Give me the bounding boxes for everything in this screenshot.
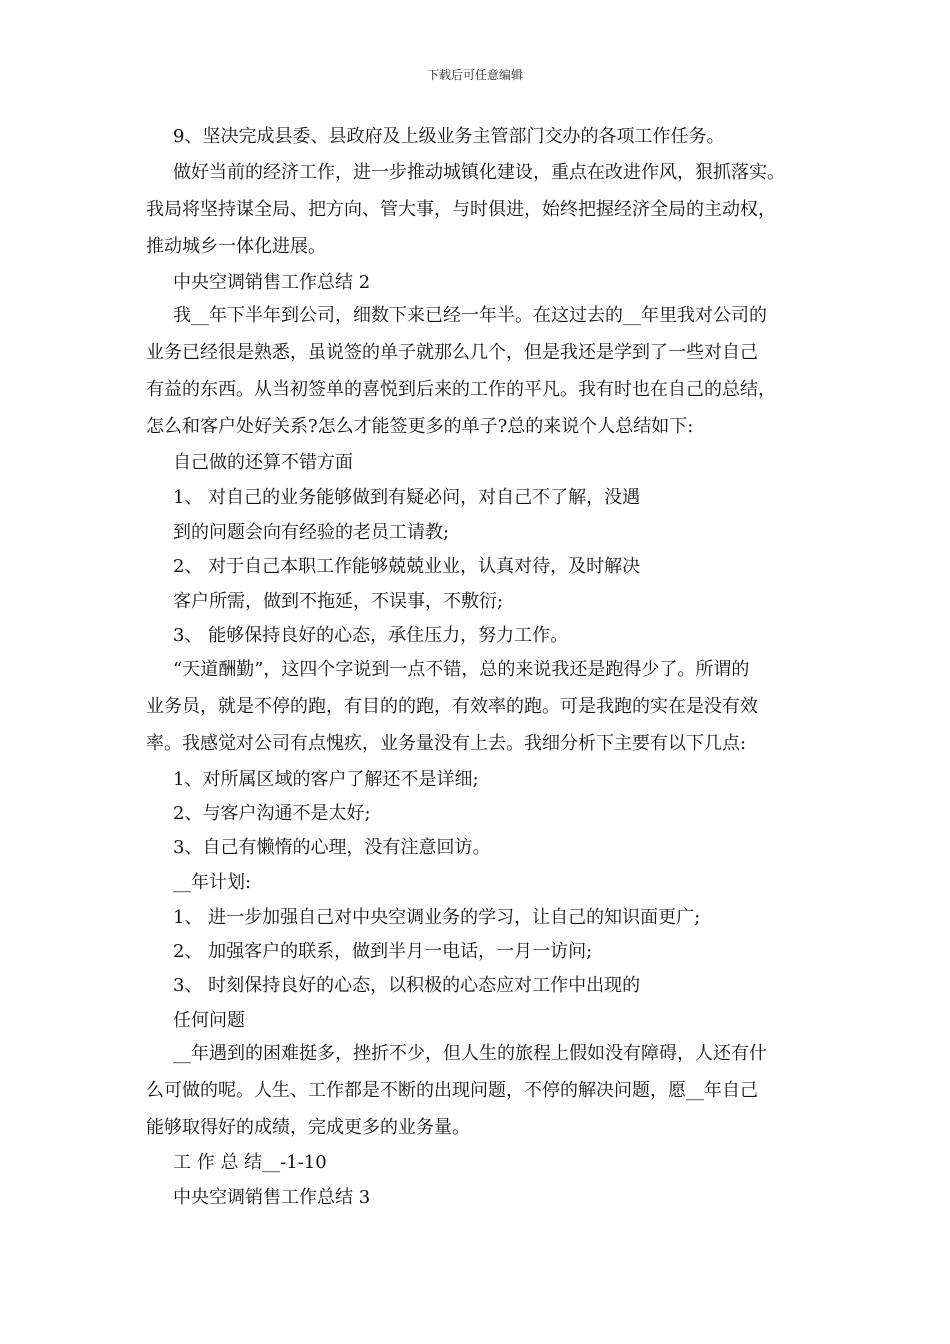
- text-line: __年计划:: [173, 872, 252, 893]
- text-line: 自己做的还算不错方面: [173, 452, 353, 473]
- text-line: 客户所需，做到不拖延，不误事，不敷衍;: [173, 591, 504, 612]
- list-item: 3、 时刻保持良好的心态，以积极的心态应对工作中出现的: [173, 975, 641, 996]
- text-line: 业务员，就是不停的跑，有目的的跑，有效率的跑。可是我跑的实在是没有效: [146, 696, 758, 717]
- list-item: 2、 加强客户的联系，做到半月一电话，一月一访问;: [173, 941, 593, 962]
- list-item: 1、 对自己的业务能够做到有疑必问，对自己不了解，没遇: [173, 487, 641, 508]
- text-line: 工 作 总 结__-1-10: [173, 1152, 327, 1173]
- text-line: 推动城乡一体化进展。: [146, 236, 326, 257]
- text-line: 么可做的呢。人生、工作都是不断的出现问题，不停的解决问题，愿__年自己: [146, 1080, 758, 1101]
- list-item: 3、 能够保持良好的心态，承住压力，努力工作。: [173, 625, 569, 646]
- text-line: 业务已经很是熟悉，虽说签的单子就那么几个，但是我还是学到了一些对自己: [146, 342, 758, 363]
- list-item: 3、自己有懒惰的心理，没有注意回访。: [173, 837, 491, 858]
- text-line: __年遇到的困难挺多，挫折不少，但人生的旅程上假如没有障碍，人还有什: [173, 1043, 767, 1064]
- text-line: 任何问题: [173, 1010, 245, 1031]
- list-item: 2、 对于自己本职工作能够兢兢业业，认真对待，及时解决: [173, 556, 641, 577]
- page-header: 下载后可任意编辑: [426, 68, 523, 82]
- list-item: 1、 进一步加强自己对中央空调业务的学习，让自己的知识面更广;: [173, 907, 701, 928]
- text-line: “天道酬勤”，这四个字说到一点不错，总的来说我还是跑得少了。所谓的: [173, 659, 750, 680]
- section-heading: 中央空调销售工作总结 3: [173, 1187, 371, 1208]
- text-line: 做好当前的经济工作，进一步推动城镇化建设，重点在改进作风，狠抓落实。: [173, 162, 785, 183]
- text-line: 率。我感觉对公司有点愧疚，业务量没有上去。我细分析下主要有以下几点:: [146, 733, 747, 754]
- text-line: 9、坚决完成县委、县政府及上级业务主管部门交办的各项工作任务。: [173, 126, 725, 147]
- section-heading: 中央空调销售工作总结 2: [173, 272, 371, 293]
- text-line: 有益的东西。从当初签单的喜悦到后来的工作的平凡。我有时也在自己的总结，: [146, 379, 776, 400]
- text-line: 能够取得好的成绩，完成更多的业务量。: [146, 1117, 470, 1138]
- text-line: 怎么和客户处好关系?怎么才能签更多的单子?总的来说个人总结如下:: [146, 416, 694, 437]
- text-line: 到的问题会向有经验的老员工请教;: [173, 522, 450, 543]
- text-line: 我局将坚持谋全局、把方向、管大事，与时俱进，始终把握经济全局的主动权，: [146, 199, 776, 220]
- text-line: 我__年下半年到公司，细数下来已经一年半。在这过去的__年里我对公司的: [173, 305, 767, 326]
- list-item: 1、对所属区域的客户了解还不是详细;: [173, 769, 479, 790]
- list-item: 2、与客户沟通不是太好;: [173, 803, 371, 824]
